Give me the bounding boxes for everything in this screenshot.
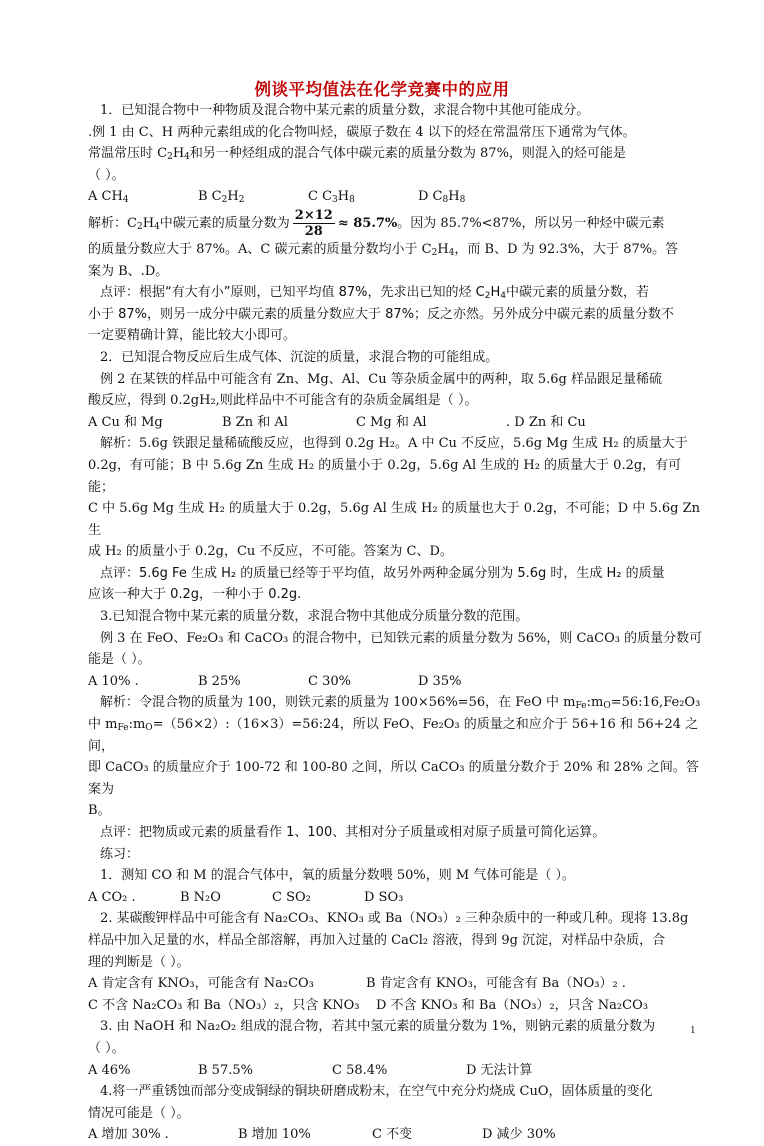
option-a: A 46% [88, 1062, 131, 1078]
option-d: D 35% [418, 673, 462, 689]
fraction-numerator: 2×12 [294, 207, 333, 223]
option-c: C SO₂ [272, 889, 311, 905]
text-run: 中碳元素的质量分数，若 [505, 285, 649, 301]
text-run: 解析：C [88, 215, 137, 231]
option-a: A Cu 和 Mg [88, 414, 163, 430]
text-run: 常温常压时 C [88, 146, 168, 162]
solution-2-line-4: 成 H₂ 的质量小于 0.2g，Cu 不反应，不可能。答案为 C、D。 [88, 544, 453, 560]
option-d: D 减少 30% [482, 1127, 556, 1143]
text-run: H [448, 189, 460, 205]
text-run: ，而 B、D 为 92.3%，大于 87%。答 [454, 241, 679, 257]
text-run: 中 m [88, 717, 118, 733]
text-run: 中碳元素的质量分数为 [159, 215, 290, 231]
option-c [308, 186, 418, 208]
solution-3-line-2 [88, 714, 704, 757]
subscript: 2 [221, 195, 228, 206]
example-3-line-2: 能是（ ）。 [88, 652, 151, 668]
solution-2-line-1: 解析：5.6g 铁跟足量稀硫酸反应，也得到 0.2g H₂。A 中 Cu 不反应，5.6g Mg 生成 H₂ 的质量大于 [100, 436, 688, 452]
option-b: B 增加 10% [238, 1127, 311, 1143]
option-a: A 10% . [88, 673, 139, 689]
example-1-options [88, 186, 704, 208]
solution-2-line-3: C 中 5.6g Mg 生成 H₂ 的质量大于 0.2g，5.6g Al 生成 H₂ 的质量也大于 0.2g，不可能；D 中 5.6g Zn 生 [88, 501, 701, 538]
section-3-heading: 3.已知混合物中某元素的质量分数，求混合物中其他成分质量分数的范围。 [100, 609, 529, 625]
example-2-line-2: 酸反应，得到 0.2gH₂,则此样品中不可能含有的杂质金属组是（ ）。 [88, 393, 478, 409]
example-2-options [88, 412, 704, 434]
document-body [88, 100, 704, 1146]
comment-3: 点评：把物质或元素的质量看作 1、100、其相对分子质量或相对原子质量可简化运算。 [100, 825, 606, 840]
subscript: Fe [117, 723, 129, 734]
text-run: H [337, 189, 350, 205]
option-c: C 58.4% [332, 1062, 388, 1078]
question-3-options [88, 1060, 704, 1082]
option-b: B 57.5% [198, 1062, 253, 1078]
option-a: A CO₂ . [88, 889, 136, 905]
option-d: D SO₃ [364, 889, 404, 905]
option-b: B 肯定含有 KNO₃，可能含有 Ba（NO₃）₂ . [366, 976, 626, 992]
example-1-line-3: （ ）。 [88, 167, 125, 183]
option-b: B Zn 和 Al [222, 414, 288, 430]
question-2-line-1: 2. 某碳酸钾样品中可能含有 Na₂CO₃、KNO₃ 或 Ba（NO₃）₂ 三种杂质中的一种或几种。现将 13.8g [100, 911, 689, 927]
text-run: =56:16,Fe₂O₃ [610, 695, 701, 711]
text-run: H [227, 189, 239, 205]
subscript: 8 [442, 195, 449, 206]
text-run: A CH [88, 189, 123, 205]
text-run: B C [198, 189, 222, 205]
question-4-line-2: 情况可能是（ ）。 [88, 1105, 190, 1121]
solution-1-line-2: 的质量分数应大于 87%。A、C 碳元素的质量分数均小于 $C_2H_4$，而 B、D 为 92.3%，大于 87%。答 [88, 241, 679, 258]
text-run: H [490, 285, 501, 301]
subscript: Fe [575, 701, 587, 712]
text-run: H [172, 146, 185, 162]
question-3-line-1: 3. 由 NaOH 和 Na₂O₂ 组成的混合物，若其中氢元素的质量分数为 1%，则钠元素的质量分数为 [100, 1019, 656, 1035]
option-a: A 肯定含有 KNO₃，可能含有 Na₂CO₃ [88, 976, 314, 992]
text-run: 的质量分数应大于 87%。A、C 碳元素的质量分数均小于 C [88, 241, 432, 257]
option-a: A 增加 30% . [88, 1127, 169, 1143]
question-3-line-2: （ ）。 [88, 1040, 125, 1056]
subscript: 8 [349, 195, 355, 206]
comment-1-line-3: 一定要精确计算，能比较大小即可。 [88, 328, 297, 344]
solution-1-line-3: 案为 B、.D。 [88, 263, 169, 279]
text-run: H [142, 215, 155, 231]
example-3-line-1: 例 3 在 FeO、Fe₂O₃ 和 CaCO₃ 的混合物中，已知铁元素的质量分数为 56%，则 CaCO₃ 的质量分数可 [100, 630, 703, 646]
subscript: 3 [332, 195, 338, 206]
option-b: B N₂O [180, 889, 221, 905]
comment-1-line-1: 点评：根据“有大有小”原则，已知平均值 87%，先求出已知的烃 $C_2H_4$中碳元素的质量分数，若 [100, 285, 649, 302]
mass-fraction [293, 208, 335, 239]
option-c: C Mg 和 Al [356, 414, 427, 430]
question-2-options-row-1 [88, 973, 704, 995]
practice-heading: 练习： [100, 846, 140, 862]
question-2-options-row-2 [88, 995, 704, 1017]
subscript: 4 [122, 195, 129, 206]
solution-1-line-1: 解析：$C_2H_4$中碳元素的质量分数为 $\frac{2\times 12}{28}$ ≈ 85.7%。因为 85.7%<87%，所以另一种烃中碳元素 [88, 207, 665, 239]
subscript: O [603, 701, 611, 712]
solution-3-line-4: B。 [88, 803, 111, 819]
text-run: D C [418, 189, 443, 205]
example-3-options [88, 671, 704, 693]
option-d: . D Zn 和 Cu [506, 414, 586, 430]
text-run: H [437, 241, 449, 257]
text-run: 。因为 85.7%<87%，所以另一种烃中碳元素 [397, 215, 665, 231]
option-b [198, 186, 308, 208]
page-number: 1 [690, 1024, 696, 1036]
comment-2-line-1: 点评：5.6g Fe 生成 H₂ 的质量已经等于平均值，故另外两种金属分别为 5.6g 时，生成 H₂ 的质量 [100, 565, 665, 581]
example-2-line-1: 例 2 在某铁的样品中可能含有 Zn、Mg、Al、Cu 等杂质金属中的两种，取 5.6g 样品跟足量稀硫 [100, 371, 662, 387]
solution-3-line-3: 即 CaCO₃ 的质量应介于 100-72 和 100-80 之间，所以 CaCO₃ 的质量分数介于 20% 和 28% 之间。答案为 [88, 760, 699, 797]
option-d [418, 186, 528, 208]
comment-2-line-2: 应该一种大于 0.2g，一种小于 0.2g. [88, 587, 302, 603]
section-1-heading: 1．已知混合物中一种物质及混合物中某元素的质量分数，求混合物中其他可能成分。 [100, 103, 590, 118]
section-2-heading: 2．已知混合物反应后生成气体、沉淀的质量，求混合物的可能组成。 [100, 349, 499, 365]
document-title: 例谈平均值法在化学竞赛中的应用 [254, 80, 510, 99]
subscript: 8 [459, 195, 466, 206]
approx-value: ≈ 85.7% [337, 215, 398, 231]
option-b: B 25% [198, 673, 241, 689]
question-1-options [88, 887, 704, 909]
question-1: 1．测知 CO 和 M 的混合气体中，氧的质量分数喂 50%，则 M 气体可能是（ ）。 [100, 868, 575, 884]
solution-2-line-2: 0.2g，有可能；B 中 5.6g Zn 生成 H₂ 的质量小于 0.2g，5.6g Al 生成的 H₂ 的质量大于 0.2g，有可能； [88, 457, 682, 495]
subscript: 2 [238, 195, 245, 206]
option-d: D 不含 KNO₃ 和 Ba（NO₃）₂，只含 Na₂CO₃ [376, 997, 648, 1013]
option-c: C 30% [308, 673, 351, 689]
text-run: :m [586, 695, 604, 711]
example-1-line-2: 常温常压时 $C_2H_4$和另一种烃组成的混合气体中碳元素的质量分数为 87%，则混入的烃可能是 [88, 146, 626, 163]
option-a [88, 186, 198, 208]
text-run: :m [128, 717, 146, 733]
subscript: O [145, 723, 153, 734]
solution-3-line-1 [88, 692, 704, 714]
option-c: C 不含 Na₂CO₃ 和 Ba（NO₃）₂，只含 KNO₃ [88, 997, 360, 1013]
text-run: C C [308, 189, 333, 205]
text-run: =（56×2）:（16×3）=56:24，所以 FeO、Fe₂O₃ 的质量之和应介于 56+16 和 56+24 之间， [88, 717, 699, 754]
question-4-line-1: 4.将一严重锈蚀而部分变成铜绿的铜块研磨成粉末，在空气中充分灼烧成 CuO，固体质量的变化 [100, 1084, 653, 1100]
question-2-line-2: 样品中加入足量的水，样品全部溶解，再加入过量的 CaCl₂ 溶液，得到 9g 沉淀，对样品中杂质，合 [88, 932, 666, 948]
text-run: 点评：根据“有大有小”原则，已知平均值 87%，先求出已知的烃 C [100, 285, 485, 301]
text-run: 和另一种烃组成的混合气体中碳元素的质量分数为 87%，则混入的烃可能是 [189, 146, 626, 162]
option-c: C 不变 [372, 1127, 413, 1143]
text-run: 解析：令混合物的质量为 100，则铁元素的质量为 100×56%=56，在 FeO 中 m [100, 695, 576, 711]
fraction-denominator: 28 [304, 223, 323, 239]
question-2-line-3: 理的判断是（ ）。 [88, 954, 190, 970]
example-1-line-1: .例 1 由 C、H 两种元素组成的化合物叫烃，碳原子数在 4 以下的烃在常温常压下通常为气体。 [88, 124, 636, 140]
option-d: D 无法计算 [466, 1062, 533, 1078]
question-4-options [88, 1124, 704, 1146]
comment-1-line-2: 小于 87%，则另一成分中碳元素的质量分数应大于 87%；反之亦然。另外成分中碳元素的质量分数不 [88, 306, 675, 322]
